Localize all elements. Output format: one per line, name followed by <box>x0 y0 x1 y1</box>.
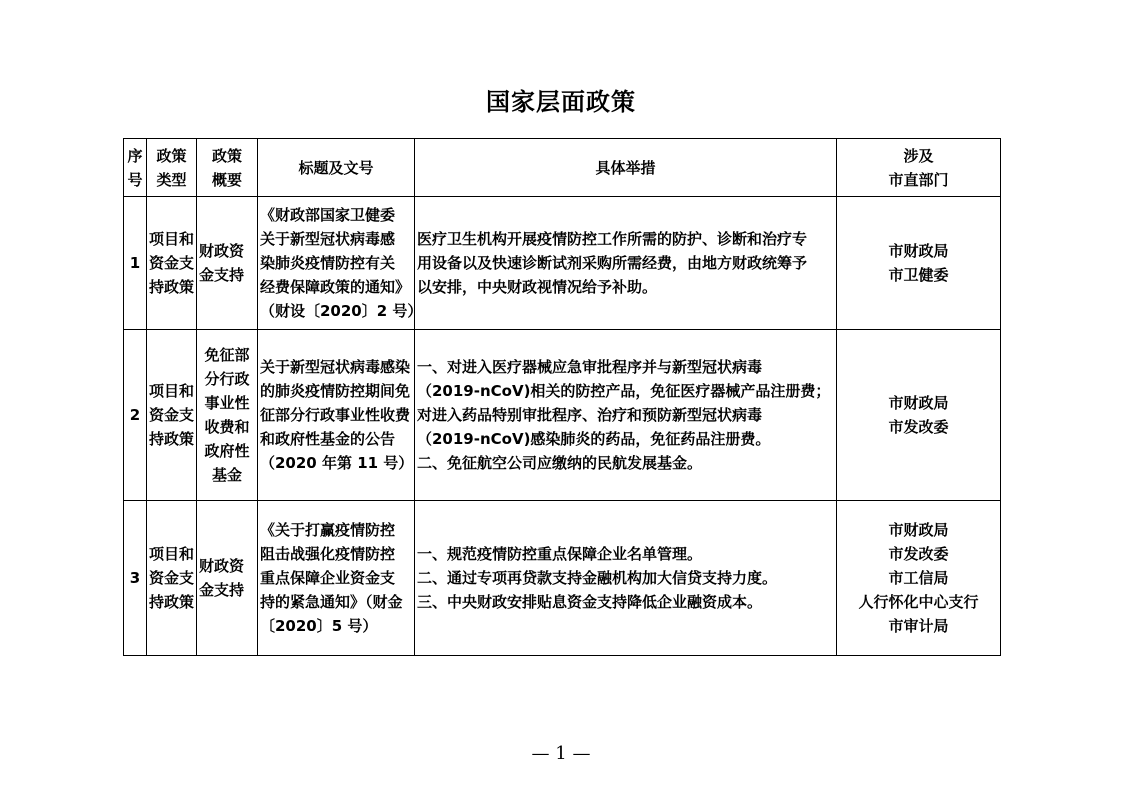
row-document-title: 关于新型冠状病毒感染 的肺炎疫情防控期间免 征部分行政事业性收费 和政府性基金的公告 （2020 年第 11 号） <box>258 330 415 501</box>
header-specific-measures: 具体举措 <box>415 139 837 197</box>
row-measures: 医疗卫生机构开展疫情防控工作所需的防护、诊断和治疗专 用设备以及快速诊断试剂采购所需经费，由地方财政统筹予 以安排，中央财政视情况给予补助。 <box>415 197 837 330</box>
header-policy-type: 政策 类型 <box>147 139 197 197</box>
row-index: 2 <box>124 330 147 501</box>
policy-table <box>123 138 1001 656</box>
page-number: — 1 — <box>531 743 591 764</box>
row-index: 3 <box>124 501 147 656</box>
row-index: 1 <box>124 197 147 330</box>
row-policy-summary: 财政资 金支持 <box>197 501 258 656</box>
row-document-title: 《财政部国家卫健委 关于新型冠状病毒感 染肺炎疫情防控有关 经费保障政策的通知》 （财设〔2020〕2 号） <box>258 197 415 330</box>
row-policy-type: 项目和 资金支 持政策 <box>147 330 197 501</box>
row-measures: 一、对进入医疗器械应急审批程序并与新型冠状病毒 （2019-nCoV)相关的防控产品，免征医疗器械产品注册费； 对进入药品特别审批程序、治疗和预防新型冠状病毒 （2019-nCoV)感染肺炎的药品，免征药品注册费。 二、免征航空公司应缴纳的民航发展基金。 <box>415 330 837 501</box>
row-departments: 市财政局 市发改委 <box>837 330 1001 501</box>
row-policy-summary: 免征部 分行政 事业性 收费和 政府性 基金 <box>197 330 258 501</box>
page-title: 国家层面政策 <box>486 88 636 116</box>
header-document-title: 标题及文号 <box>258 139 415 197</box>
row-document-title: 《关于打赢疫情防控 阻击战强化疫情防控 重点保障企业资金支 持的紧急通知》（财金 〔2020〕5 号） <box>258 501 415 656</box>
table-row <box>124 501 1001 656</box>
header-index: 序 号 <box>124 139 147 197</box>
row-policy-type: 项目和 资金支 持政策 <box>147 501 197 656</box>
table-row <box>124 197 1001 330</box>
table-header-row <box>124 139 1001 197</box>
row-policy-summary: 财政资 金支持 <box>197 197 258 330</box>
header-policy-summary: 政策 概要 <box>197 139 258 197</box>
row-departments: 市财政局 市发改委 市工信局 人行怀化中心支行 市审计局 <box>837 501 1001 656</box>
row-policy-type: 项目和 资金支 持政策 <box>147 197 197 330</box>
row-measures: 一、规范疫情防控重点保障企业名单管理。 二、通过专项再贷款支持金融机构加大信贷支持力度。 三、中央财政安排贴息资金支持降低企业融资成本。 <box>415 501 837 656</box>
table-row <box>124 330 1001 501</box>
header-departments: 涉及 市直部门 <box>837 139 1001 197</box>
row-departments: 市财政局 市卫健委 <box>837 197 1001 330</box>
